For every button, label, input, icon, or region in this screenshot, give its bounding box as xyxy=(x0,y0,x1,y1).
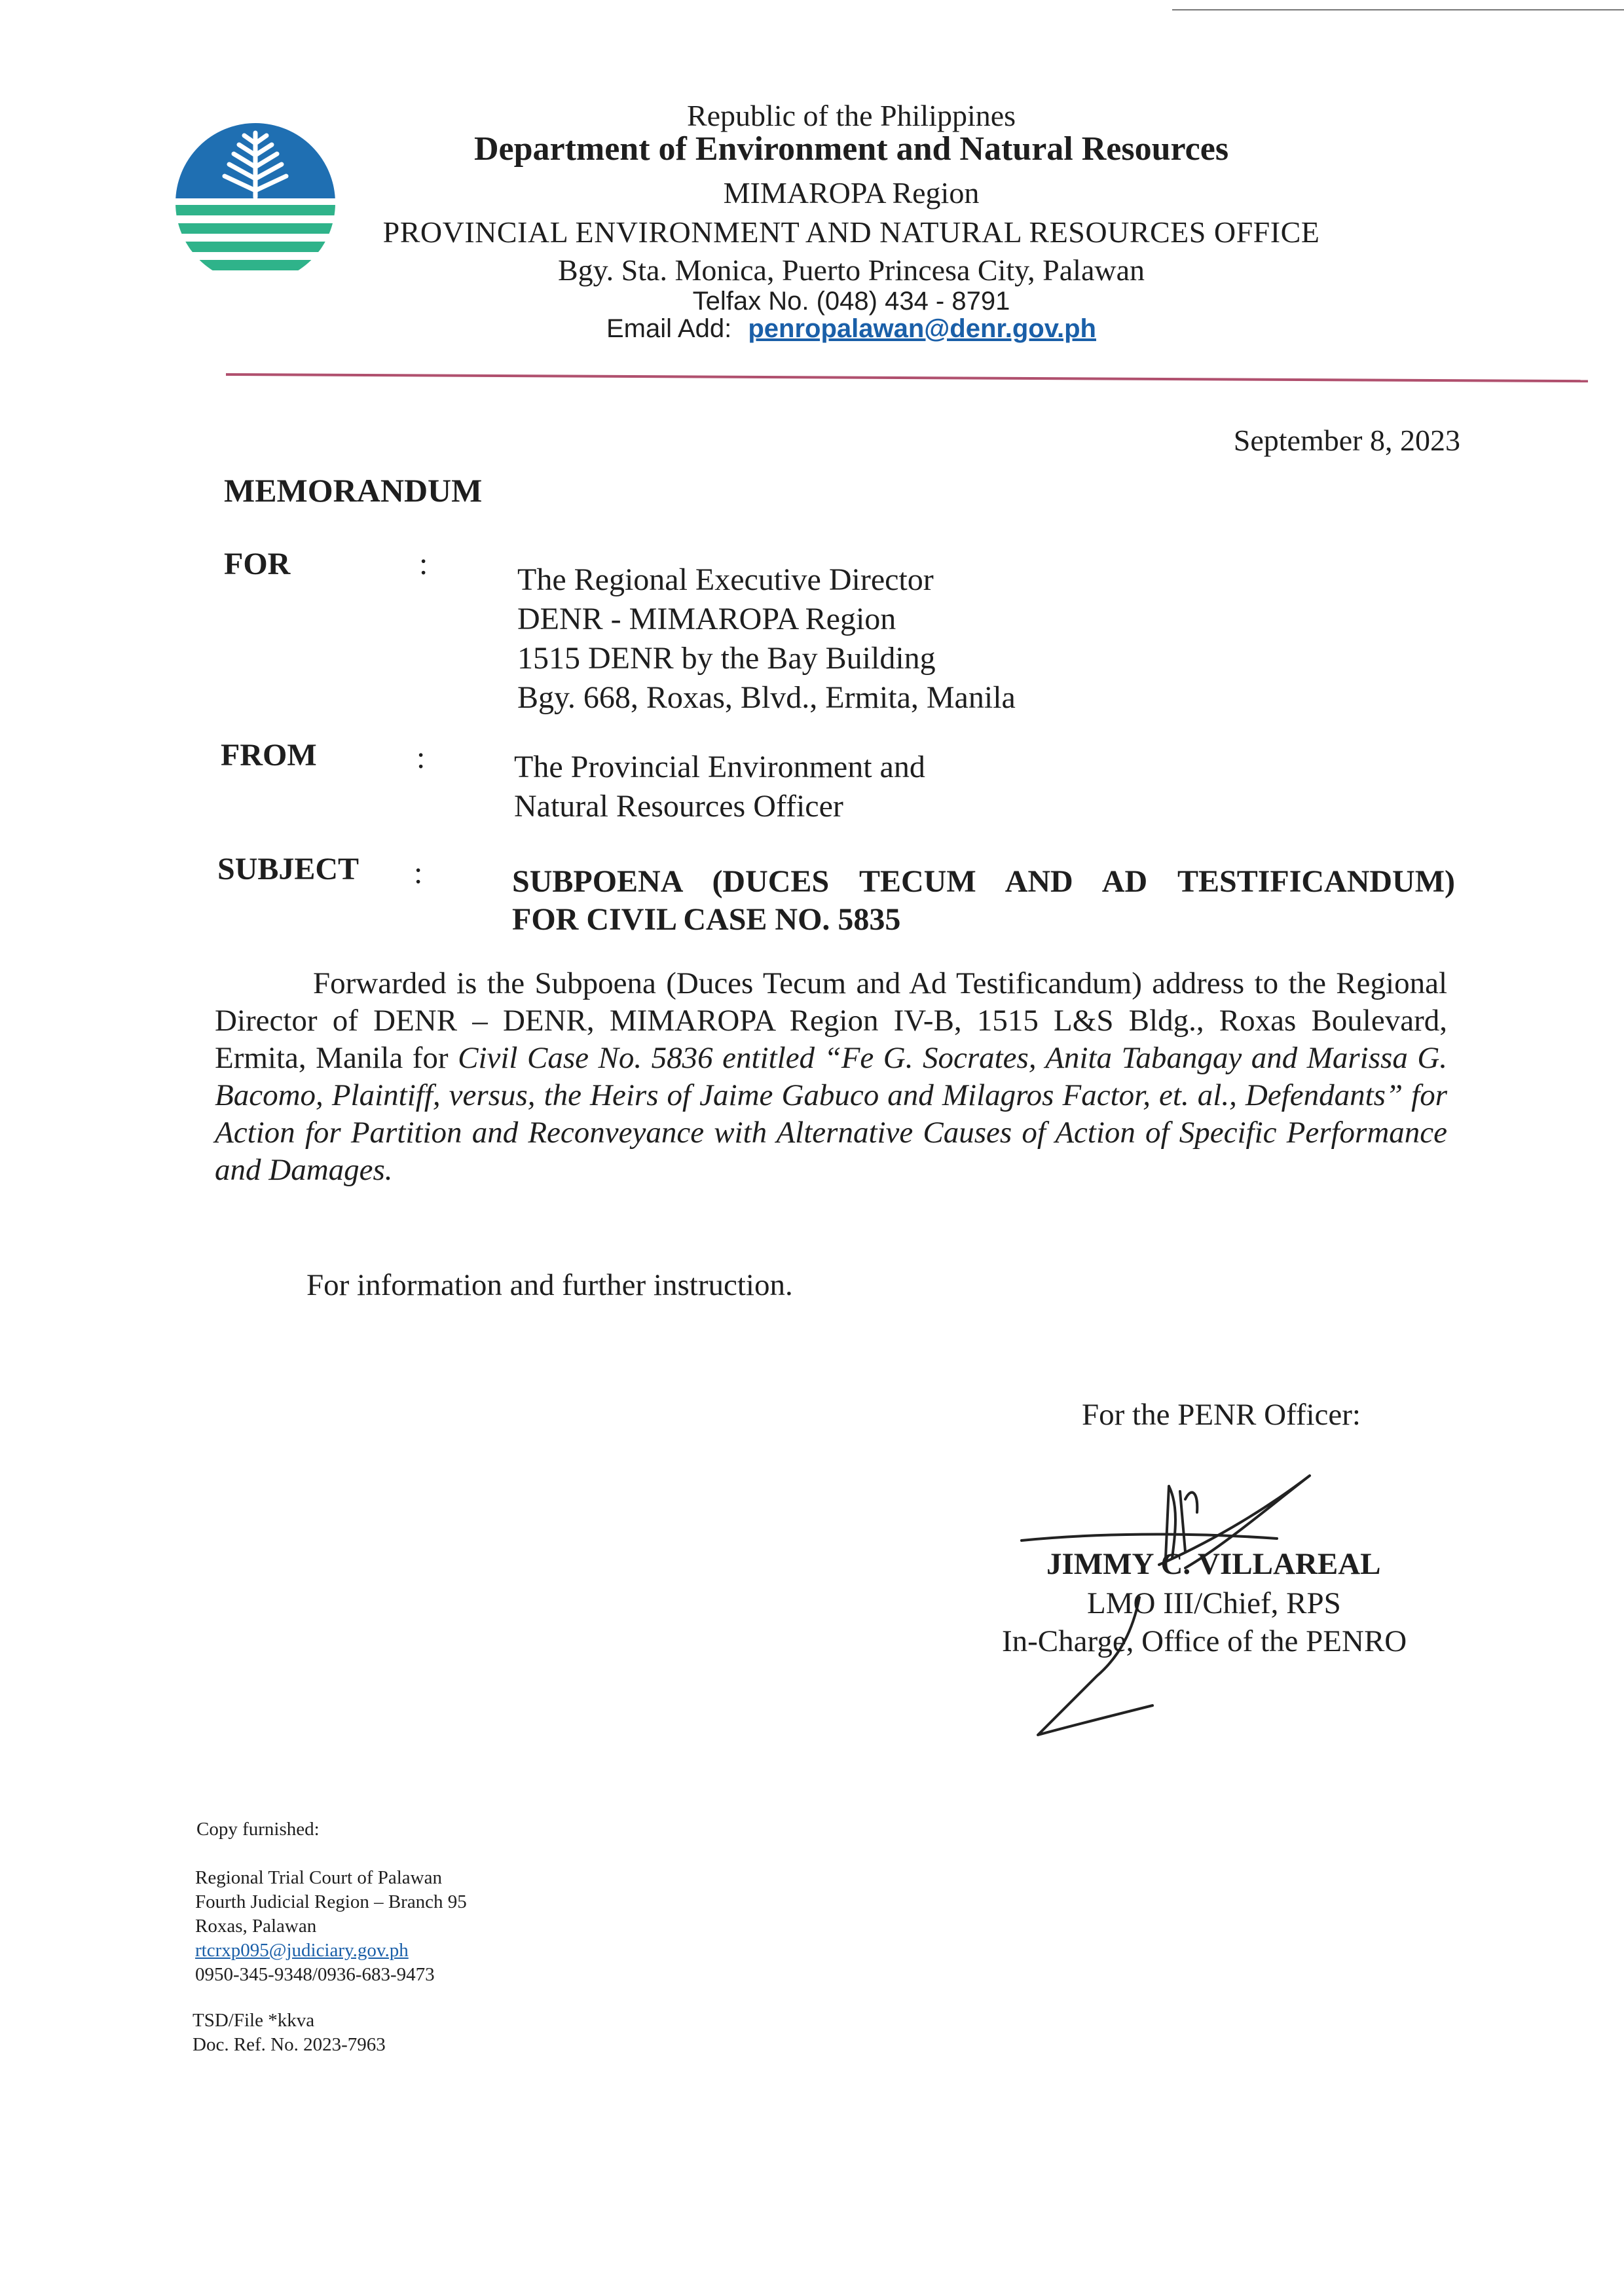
header-rule xyxy=(226,373,1588,382)
copy-line: Fourth Judicial Region – Branch 95 xyxy=(195,1891,467,1912)
from-colon: : xyxy=(416,740,426,775)
for-line: The Regional Executive Director xyxy=(517,562,934,597)
header-email-label: Email Add: xyxy=(606,314,732,343)
copy-line: Roxas, Palawan xyxy=(195,1916,317,1937)
file-tsd: TSD/File *kkva xyxy=(193,2010,315,2031)
from-line: The Provincial Environment and xyxy=(514,750,925,784)
subject-text xyxy=(512,863,1455,939)
header-office: PROVINCIAL ENVIRONMENT AND NATURAL RESOURCES OFFICE xyxy=(382,215,1320,249)
header-republic: Republic of the Philippines xyxy=(686,99,1016,132)
subject-colon: : xyxy=(414,856,423,890)
for-colon: : xyxy=(419,547,428,581)
body-paragraph-1 xyxy=(215,965,1447,1189)
for-addressee xyxy=(517,560,1016,718)
body-p1-lead: Forwarded is the Subpoena (Duces Tecum and Ad Testificandum) address to the Regional Director of DENR – DENR, MIMAROPA Region IV-B, 1515 L&S Bldg., Roxas Boulevard, Ermita, Manila for xyxy=(215,966,1447,1075)
scan-edge-line xyxy=(1172,9,1624,10)
header-email-link[interactable]: penropalawan@denr.gov.ph xyxy=(748,314,1096,343)
from-label: FROM xyxy=(221,738,317,773)
subject-line: SUBPOENA (DUCES TECUM AND AD TESTIFICANDUM) xyxy=(512,864,1455,899)
header-department: Department of Environment and Natural Resources xyxy=(473,130,1229,168)
doc-ref-number: Doc. Ref. No. 2023-7963 xyxy=(193,2034,386,2055)
body-p1-case: Civil Case No. 5836 entitled “Fe G. Socrates, Anita Tabangay and Marissa G. Bacomo, Plaintiff, versus, the Heirs of Jaime Gabuco and Milagros Factor, et. al., Defendants” for Action for Partition and Reconveyance with Alternative Causes of Action of Specific Performance and Damages. xyxy=(215,1041,1448,1187)
for-line: DENR - MIMAROPA Region xyxy=(517,602,896,636)
file-reference xyxy=(193,2009,386,2057)
copy-line: Regional Trial Court of Palawan xyxy=(195,1867,442,1888)
subject-line: FOR CIVIL CASE NO. 5835 xyxy=(512,902,901,937)
for-line: 1515 DENR by the Bay Building xyxy=(517,641,936,676)
signature-for-line: For the PENR Officer: xyxy=(1082,1398,1361,1432)
copy-email-link[interactable]: rtcrxp095@judiciary.gov.ph xyxy=(195,1940,409,1961)
copy-furnished-block xyxy=(195,1866,467,1987)
subject-label: SUBJECT xyxy=(217,852,360,886)
copy-furnished-label: Copy furnished: xyxy=(196,1819,320,1840)
from-line: Natural Resources Officer xyxy=(514,789,843,824)
copy-phone: 0950-345-9348/0936-683-9473 xyxy=(195,1964,435,1985)
header-address: Bgy. Sta. Monica, Puerto Princesa City, Palawan xyxy=(557,253,1145,287)
for-label: FOR xyxy=(224,547,291,581)
header-email-line xyxy=(0,314,1624,344)
header-telfax: Telfax No. (048) 434 - 8791 xyxy=(692,287,1010,316)
from-sender xyxy=(514,748,925,826)
memo-title: MEMORANDUM xyxy=(224,472,483,509)
header-region: MIMAROPA Region xyxy=(723,176,980,210)
memo-date: September 8, 2023 xyxy=(1233,424,1460,457)
signatory-name: JIMMY C. VILLAREAL xyxy=(1046,1547,1381,1581)
signatory-title: LMO III/Chief, RPS xyxy=(1087,1586,1341,1620)
signatory-role: In-Charge, Office of the PENRO xyxy=(1002,1624,1407,1658)
for-line: Bgy. 668, Roxas, Blvd., Ermita, Manila xyxy=(517,680,1016,715)
body-paragraph-2: For information and further instruction. xyxy=(306,1268,793,1302)
